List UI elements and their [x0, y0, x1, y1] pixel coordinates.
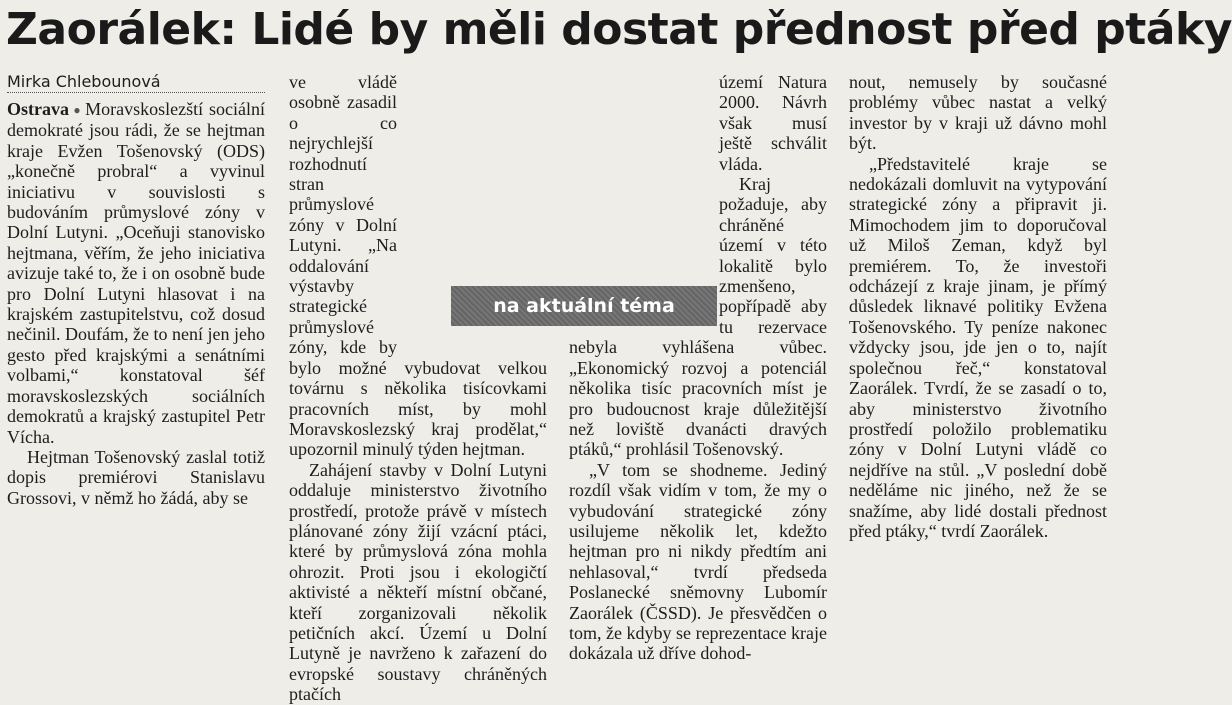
bullet-separator: ● — [72, 103, 83, 117]
article-column-1 — [7, 72, 265, 584]
headline: Zaorálek: Lidé by měli dostat přednost před ptáky — [6, 4, 1232, 55]
col4-paragraph-1: nout, nemusely by současné problémy vůbec nastat a velký investor by v kraji už dávno mohl být. — [849, 72, 1107, 154]
col1-paragraph-1: Moravskoslezští sociální demokraté jsou rádi, že se hejtman kraje Evžen Tošenovský (ODS) „konečně probral“ a vyvinul iniciativu v souvislosti s budováním průmyslové zóny v Dolní Lutyni. „Oceňuji stanovisko hejtmana, věřím, že jeho iniciativa avizuje také to, že i on osobně bude pro Dolní Lutyni hlasovat i na krajském zastupitelstvu, což dosud nečinil. Doufám, že to není jen jeho gesto před krajskými a senátními volbami,“ konstatoval šéf moravskoslezských sociálních demokratů a krajský zastupitel Petr Vícha. — [7, 99, 265, 447]
col3-paragraph-1: území Natura 2000. Návrh však musí ještě schválit vláda. — [719, 72, 827, 174]
col4-paragraph-2: „Představitelé kraje se nedokázali domluvit na vytypování strategické zóny a připravit ji. Mimochodem jim to doporučoval už Miloš Zeman, když byl premiérem. To, že investoři odcházejí z kraje jinam, je přímý důsledek liknavé politiky Evžena Tošenovského. Ty peníze nakonec vždycky jsou, jde jen o to, najít společnou řeč,“ konstatoval Zaorálek. Tvrdí, že se zasadí o to, aby ministerstvo životního prostředí položilo problematiku zóny v Dolní Lutyni vládě co nejdříve na stůl. „V poslední době neděláme nic jiného, než že se snažíme, aby lidé dostali přednost před ptáky,“ tvrdí Zaorálek. — [849, 153, 1107, 541]
lead-paragraph — [7, 99, 265, 447]
col3-paragraph-3: „V tom se shodneme. Jediný rozdíl však vidím v tom, že my o vybudování strategické zóny usilujeme několik let, kdežto hejtman pro ni nikdy předtím ani nehlasoval,“ tvrdí předseda Poslanecké sněmovny Lubomír Zaorálek (ČSSD). Je přesvědčen o tom, že kdyby se reprezentace kraje dokázala už dříve dohod- — [569, 459, 827, 664]
topic-banner: na aktuální téma — [451, 286, 717, 326]
dateline: Ostrava — [7, 99, 69, 119]
article-column-2 — [289, 72, 547, 705]
article-column-3 — [569, 72, 827, 664]
col3-paragraph-2: Kraj požaduje, aby chráněné území v této lokalitě bylo zmenšeno, popřípadě aby tu rezervace nebyla vyhlášena vůbec. „Ekonomický rozvoj a potenciál několika tisíc pracovních míst je pro budoucnost kraje důležitější než loviště dvanácti dravých ptáků,“ prohlásil Tošenovský. — [569, 174, 827, 460]
article-column-4 — [849, 72, 1107, 584]
col2-paragraph-1: ve vládě osobně zasadil o co nejrychlejší rozhodnutí stran průmyslové zóny v Dolní Lutyni. „Na oddalování výstavby strategické průmyslové zóny, kde by bylo možné vybudovat velkou továrnu s několika tisícovkami pracovních míst, by mohl Moravskoslezský kraj prodělat,“ upozornil minulý týden hejtman. — [289, 72, 547, 460]
col1-paragraph-2: Hejtman Tošenovský zaslal totiž dopis premiérovi Stanislavu Grossovi, v němž ho žádá, aby se — [7, 446, 265, 508]
byline: Mirka Chlebounová — [7, 72, 265, 93]
col2-paragraph-2: Zahájení stavby v Dolní Lutyni oddaluje ministerstvo životního prostředí, protože právě v místech plánované zóny žijí vzácní ptáci, které by průmyslová zóna mohla ohrozit. Proti jsou i ekologičtí aktivisté a někteří místní občané, kteří zorganizovali několik petičních akcí. Území u Dolní Lutyně je navrženo k zařazení do evropské soustavy chráněných ptačích — [289, 459, 547, 705]
